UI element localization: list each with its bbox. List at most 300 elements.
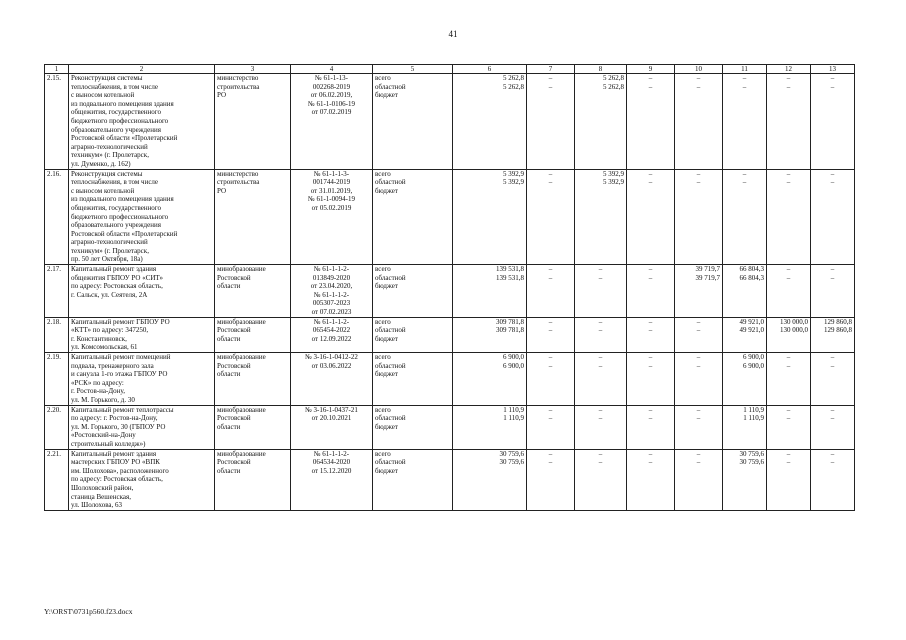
responsible-org-line: строительства [217, 82, 260, 91]
object-name-line: г. Ростов-на-Дону, [71, 387, 125, 396]
amount-total: – [648, 74, 653, 82]
amount-total: – [548, 74, 553, 82]
amount-total: – [598, 317, 603, 326]
object-name-line: образовательного учреждения [71, 125, 161, 134]
amount-regional: – [786, 82, 791, 91]
funding-source [373, 449, 453, 510]
amount-total: – [648, 405, 653, 414]
amount-col-10 [675, 449, 723, 510]
object-name-line: бюджетного профессионального [71, 116, 169, 125]
amount-col-7 [527, 265, 575, 318]
responsible-org-line: минобразование [217, 265, 266, 274]
funding-source-line: всего [375, 449, 391, 458]
document-ref [291, 405, 373, 449]
amount-col-6 [453, 449, 527, 510]
column-number-11: 11 [723, 65, 767, 74]
column-number-6: 6 [453, 65, 527, 74]
responsible-org-line: министерство [217, 169, 259, 178]
amount-regional: 5 392,9 [503, 178, 524, 187]
amount-col-7 [527, 317, 575, 352]
amount-col-6 [453, 265, 527, 318]
amount-regional: – [786, 361, 791, 370]
object-name-line: из подвального помещения здания [71, 195, 174, 204]
amount-regional: – [830, 82, 835, 91]
object-name-line: ул. М. Горького, 30 (ГБПОУ РО [71, 422, 166, 431]
responsible-org-line: Ростовской [217, 361, 251, 370]
amount-total: – [786, 169, 791, 178]
funding-source-line: бюджет [375, 334, 398, 343]
amount-total: – [696, 169, 701, 178]
amount-total: – [830, 405, 835, 414]
amount-col-13 [811, 405, 855, 449]
object-name [69, 169, 215, 265]
amount-regional: 129 860,8 [824, 326, 852, 335]
amount-total: – [786, 405, 791, 414]
object-name-line: ул. Шолохова, 63 [71, 501, 123, 510]
amount-total: – [696, 317, 701, 326]
document-ref-line: 001744-2019 [312, 178, 351, 187]
column-number-5: 5 [373, 65, 453, 74]
object-name-line: техникум» (г. Пролетарск, [71, 246, 149, 255]
amount-regional: – [598, 414, 603, 423]
responsible-org-line: области [217, 466, 241, 475]
amount-total: – [786, 265, 791, 274]
amount-total: – [648, 449, 653, 458]
responsible-org-line: Ростовской [217, 273, 251, 282]
document-ref-line: № 61-1-0094-19 [308, 195, 355, 204]
amount-regional: – [786, 458, 791, 467]
funding-source-line: бюджет [375, 91, 398, 100]
amount-col-11 [723, 449, 767, 510]
document-ref [291, 74, 373, 170]
responsible-org [215, 74, 291, 170]
amount-total: – [548, 449, 553, 458]
amount-regional: 130 000,0 [780, 326, 808, 335]
amount-total: – [786, 353, 791, 361]
object-name-line: мастерских ГБПОУ РО «ВПК [71, 458, 160, 467]
funding-source [373, 317, 453, 352]
object-name-line: ул. Комсомольская, 61 [71, 343, 138, 352]
funding-source-line: бюджет [375, 466, 398, 475]
funding-source-line: областной [375, 273, 406, 282]
table-row [45, 353, 855, 406]
amount-regional: 309 781,8 [496, 326, 524, 335]
amount-total: – [830, 449, 835, 458]
document-ref [291, 169, 373, 265]
amount-regional: – [548, 326, 553, 335]
amount-col-6 [453, 74, 527, 170]
responsible-org-line: минобразование [217, 317, 266, 326]
responsible-org [215, 353, 291, 406]
object-name-line: «КТТ» по адресу: 347250, [71, 326, 149, 335]
amount-regional: – [786, 178, 791, 187]
object-name-line: общежития, государственного [71, 203, 162, 212]
amount-total: – [548, 265, 553, 274]
amount-col-8 [575, 449, 627, 510]
funding-source-line: областной [375, 458, 406, 467]
amount-col-9 [627, 317, 675, 352]
object-name-line: подвала, тренажерного зала [71, 361, 154, 370]
object-name-line: ул. Думенко, д. 162) [71, 159, 131, 168]
amount-regional: – [598, 458, 603, 467]
document-ref-line: 002268-2019 [312, 82, 351, 91]
funding-source [373, 265, 453, 318]
amount-total: – [598, 449, 603, 458]
amount-regional: – [548, 273, 553, 282]
amount-regional: – [648, 273, 653, 282]
amount-col-11 [723, 353, 767, 406]
table-row [45, 265, 855, 318]
responsible-org-line: области [217, 282, 241, 291]
amount-col-9 [627, 353, 675, 406]
amount-col-9 [627, 405, 675, 449]
object-name-line: техникум» (г. Пролетарск, [71, 151, 149, 160]
responsible-org-line: РО [217, 91, 227, 100]
row-number: 2.16. [45, 169, 69, 265]
funding-source-line: всего [375, 353, 391, 361]
responsible-org [215, 265, 291, 318]
page-number: 41 [448, 29, 458, 39]
amount-total: – [548, 405, 553, 414]
amount-total: 6 900,0 [743, 353, 764, 361]
responsible-org-line: области [217, 422, 241, 431]
object-name-line: общежития, государственного [71, 108, 162, 117]
amount-col-12 [767, 353, 811, 406]
object-name-line: из подвального помещения здания [71, 99, 174, 108]
document-ref [291, 353, 373, 406]
document-ref-line: № 61-1-1-2- [313, 449, 350, 458]
funding-source-line: областной [375, 414, 406, 423]
object-name-line: теплоснабжения, в том числе [71, 178, 159, 187]
object-name-line: строительный колледж») [71, 439, 146, 448]
object-name-line: по адресу: г. Ростов-на-Дону, [71, 414, 158, 423]
amount-col-11 [723, 74, 767, 170]
object-name-line: пр. 50 лет Октября, 18а) [71, 255, 143, 264]
object-name-line: Ростовской области «Пролетарский [71, 134, 178, 143]
amount-col-10 [675, 74, 723, 170]
amount-regional: – [548, 82, 553, 91]
amount-total: – [742, 74, 747, 82]
column-number-10: 10 [675, 65, 723, 74]
amount-col-10 [675, 405, 723, 449]
amount-total: – [648, 169, 653, 178]
responsible-org-line: минобразование [217, 353, 266, 361]
funding-source-line: всего [375, 405, 391, 414]
object-name [69, 265, 215, 318]
funding-source-line: областной [375, 82, 406, 91]
amount-regional: – [598, 273, 603, 282]
object-name-line: по адресу: Ростовская область, [71, 475, 163, 484]
amount-regional: – [548, 458, 553, 467]
object-name-line: станица Вешенская, [71, 492, 131, 501]
row-number: 2.17. [45, 265, 69, 318]
responsible-org [215, 169, 291, 265]
column-number-3: 3 [215, 65, 291, 74]
amount-total: – [648, 353, 653, 361]
amount-regional: – [696, 458, 701, 467]
amount-regional: – [742, 178, 747, 187]
amount-regional: – [696, 82, 701, 91]
table-row [45, 317, 855, 352]
amount-total: 5 262,8 [503, 74, 524, 82]
amount-regional: – [830, 361, 835, 370]
amount-regional: – [786, 414, 791, 423]
amount-regional: 1 110,9 [503, 414, 524, 423]
amount-regional: 5 392,9 [603, 178, 624, 187]
document-ref-line: от 12.09.2022 [311, 334, 352, 343]
object-name-line: образовательного учреждения [71, 221, 161, 230]
amount-total: – [648, 317, 653, 326]
amount-col-6 [453, 317, 527, 352]
amount-regional: – [696, 178, 701, 187]
funding-source-line: областной [375, 326, 406, 335]
amount-total: – [830, 74, 835, 82]
document-ref-line: № 3-16-1-0412-22 [305, 353, 358, 361]
table-row [45, 449, 855, 510]
amount-regional: – [786, 273, 791, 282]
amount-col-6 [453, 353, 527, 406]
amount-total: 6 900,0 [503, 353, 524, 361]
document-ref-line: от 06.02.2019, [310, 91, 353, 100]
object-name-line: Шолоховский район, [71, 483, 134, 492]
amount-col-7 [527, 353, 575, 406]
amount-regional: 5 262,8 [603, 82, 624, 91]
amount-total: – [696, 405, 701, 414]
table-body [45, 65, 855, 511]
amount-regional: – [696, 414, 701, 423]
amount-col-11 [723, 169, 767, 265]
amount-total: 1 110,9 [503, 405, 524, 414]
amount-total: 1 110,9 [743, 405, 764, 414]
amount-regional: 39 719,7 [695, 273, 720, 282]
document-ref-line: от 05.02.2019 [311, 203, 352, 212]
object-name-line: г. Константиновск, [71, 334, 127, 343]
amount-total: 39 719,7 [695, 265, 720, 274]
amount-col-12 [767, 405, 811, 449]
amount-total: 5 392,9 [503, 169, 524, 178]
object-name-line: аграрно-технологический [71, 238, 148, 247]
funding-source-line: всего [375, 74, 391, 82]
amount-regional: – [830, 458, 835, 467]
amount-col-13 [811, 317, 855, 352]
amount-regional: 30 759,6 [739, 458, 764, 467]
document-ref [291, 265, 373, 318]
responsible-org-line: РО [217, 186, 227, 195]
document-ref-line: от 31.01.2019, [310, 186, 353, 195]
table-row [45, 405, 855, 449]
amount-regional: – [648, 458, 653, 467]
amount-col-11 [723, 265, 767, 318]
row-number: 2.19. [45, 353, 69, 406]
column-number-7: 7 [527, 65, 575, 74]
amount-col-10 [675, 353, 723, 406]
amount-col-8 [575, 317, 627, 352]
object-name [69, 449, 215, 510]
row-number: 2.20. [45, 405, 69, 449]
amount-col-8 [575, 74, 627, 170]
amount-total: – [742, 169, 747, 178]
object-name-line: с выносом котельной [71, 91, 135, 100]
object-name-line: Капитальный ремонт ГБПОУ РО [71, 317, 170, 326]
amount-regional: 66 804,3 [739, 273, 764, 282]
amount-regional: – [742, 82, 747, 91]
amount-total: 130 000,0 [780, 317, 808, 326]
amount-total: – [696, 449, 701, 458]
amount-total: 129 860,8 [824, 317, 852, 326]
amount-col-9 [627, 449, 675, 510]
amount-col-6 [453, 169, 527, 265]
amount-total: 30 759,6 [739, 449, 764, 458]
amount-total: – [830, 265, 835, 274]
responsible-org [215, 405, 291, 449]
amount-regional: 6 900,0 [743, 361, 764, 370]
amount-total: – [598, 353, 603, 361]
amount-col-6 [453, 405, 527, 449]
budget-table [44, 64, 855, 511]
object-name-line: Капитальный ремонт теплотрассы [71, 405, 174, 414]
object-name-line: с выносом котельной [71, 186, 135, 195]
object-name-line: Реконструкция системы [71, 74, 143, 82]
document-ref-line: от 20.10.2021 [311, 414, 352, 423]
document-ref [291, 317, 373, 352]
table-row [45, 169, 855, 265]
amount-regional: 1 110,9 [743, 414, 764, 423]
amount-total: 139 531,8 [496, 265, 524, 274]
object-name [69, 74, 215, 170]
row-number: 2.21. [45, 449, 69, 510]
responsible-org-line: строительства [217, 178, 260, 187]
object-name-line: Капитальный ремонт помещений [71, 353, 171, 361]
document-ref-line: от 15.12.2020 [311, 466, 352, 475]
object-name-line: бюджетного профессионального [71, 212, 169, 221]
amount-total: – [830, 353, 835, 361]
amount-regional: 139 531,8 [496, 273, 524, 282]
amount-col-9 [627, 74, 675, 170]
amount-regional: 30 759,6 [499, 458, 524, 467]
funding-source [373, 405, 453, 449]
row-number: 2.18. [45, 317, 69, 352]
amount-col-10 [675, 169, 723, 265]
object-name-line: ул. М. Горького, д. 30 [71, 395, 135, 404]
column-number-12: 12 [767, 65, 811, 74]
document-ref-line: 065454-2022 [312, 326, 351, 335]
column-number-2: 2 [69, 65, 215, 74]
object-name-line: им. Шолохова», расположенного [71, 466, 169, 475]
amount-total: 5 392,9 [603, 169, 624, 178]
funding-source-line: бюджет [375, 422, 398, 431]
document-ref-line: № 61-1-1-2- [313, 265, 350, 274]
amount-total: – [830, 169, 835, 178]
header-row [45, 65, 855, 74]
amount-regional: – [648, 414, 653, 423]
file-path-footer: Y:\ORST\0731p560.f23.docx [44, 607, 133, 616]
amount-regional: – [648, 82, 653, 91]
amount-col-10 [675, 265, 723, 318]
responsible-org [215, 449, 291, 510]
row-number: 2.15. [45, 74, 69, 170]
funding-source [373, 169, 453, 265]
amount-col-12 [767, 169, 811, 265]
document-ref-line: 005307-2023 [312, 299, 351, 308]
document-ref-line: от 23.04.2020, [310, 282, 353, 291]
funding-source-line: бюджет [375, 282, 398, 291]
amount-col-8 [575, 169, 627, 265]
amount-col-8 [575, 405, 627, 449]
amount-regional: – [598, 326, 603, 335]
amount-total: – [696, 353, 701, 361]
funding-source-line: областной [375, 361, 406, 370]
funding-source-line: всего [375, 169, 391, 178]
amount-regional: – [696, 326, 701, 335]
object-name-line: аграрно-технологический [71, 142, 148, 151]
object-name-line: г. Сальск, ул. Сеятеля, 2А [71, 290, 148, 299]
document-ref-line: № 61-1-0106-19 [308, 99, 355, 108]
amount-total: – [696, 74, 701, 82]
amount-regional: – [830, 178, 835, 187]
funding-source [373, 74, 453, 170]
document-ref-line: 064534-2020 [312, 458, 351, 467]
object-name-line: теплоснабжения, в том числе [71, 82, 159, 91]
document-ref-line: № 61-1-1-2- [313, 317, 350, 326]
amount-total: 5 262,8 [603, 74, 624, 82]
amount-total: – [548, 317, 553, 326]
table-row [45, 74, 855, 170]
object-name-line: и санузла 1-го этажа ГБПОУ РО [71, 370, 168, 379]
amount-col-11 [723, 405, 767, 449]
amount-total: – [786, 74, 791, 82]
column-number-9: 9 [627, 65, 675, 74]
document-ref-line: № 61-1-13- [315, 74, 348, 82]
object-name-line: Ростовской области «Пролетарский [71, 229, 178, 238]
amount-total: – [598, 265, 603, 274]
document-ref-line: № 61-1-1-2- [313, 290, 350, 299]
amount-col-12 [767, 317, 811, 352]
amount-col-10 [675, 317, 723, 352]
amount-regional: – [648, 326, 653, 335]
amount-col-11 [723, 317, 767, 352]
object-name [69, 317, 215, 352]
responsible-org [215, 317, 291, 352]
amount-total: – [548, 169, 553, 178]
amount-col-12 [767, 265, 811, 318]
column-number-8: 8 [575, 65, 627, 74]
amount-col-12 [767, 74, 811, 170]
amount-col-13 [811, 265, 855, 318]
funding-source-line: всего [375, 317, 391, 326]
responsible-org-line: Ростовской [217, 414, 251, 423]
object-name-line: «Ростовский-на-Дону [71, 431, 136, 440]
amount-total: – [598, 405, 603, 414]
amount-total: 49 921,0 [739, 317, 764, 326]
document-ref [291, 449, 373, 510]
amount-regional: – [830, 273, 835, 282]
amount-total: 66 804,3 [739, 265, 764, 274]
document-ref-line: № 3-16-1-0437-21 [305, 405, 358, 414]
amount-regional: – [598, 361, 603, 370]
column-number-13: 13 [811, 65, 855, 74]
responsible-org-line: Ростовской [217, 458, 251, 467]
document-ref-line: 013849-2020 [312, 273, 351, 282]
amount-regional: 5 262,8 [503, 82, 524, 91]
object-name-line: «РСК» по адресу: [71, 378, 124, 387]
amount-total: – [786, 449, 791, 458]
responsible-org-line: Ростовской [217, 326, 251, 335]
amount-total: 30 759,6 [499, 449, 524, 458]
responsible-org-line: области [217, 370, 241, 379]
amount-regional: – [648, 361, 653, 370]
responsible-org-line: области [217, 334, 241, 343]
document-ref-line: от 07.02.2023 [311, 308, 352, 317]
